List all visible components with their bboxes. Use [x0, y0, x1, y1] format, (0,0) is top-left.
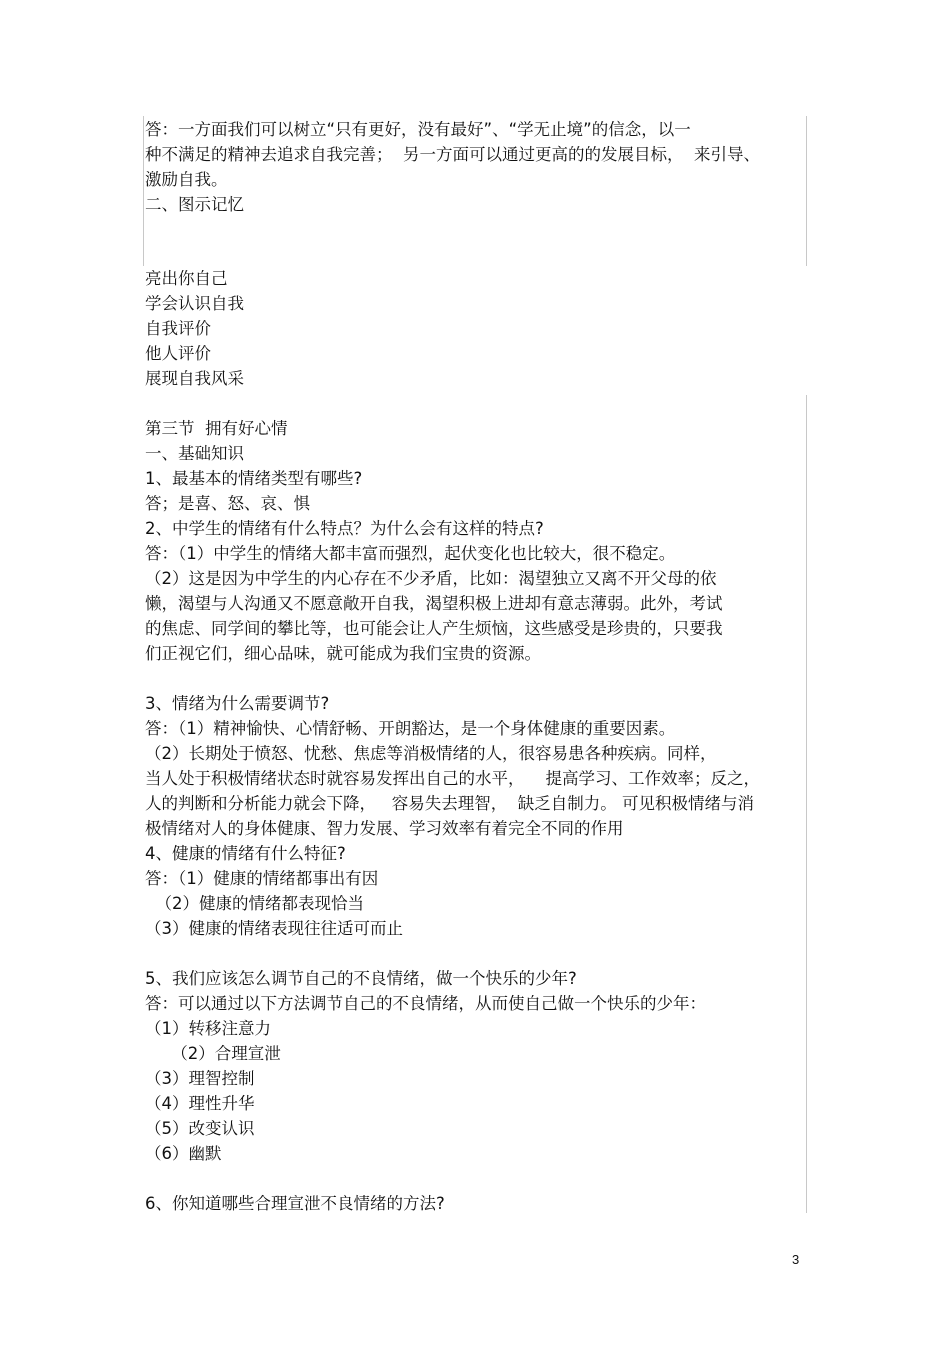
- text-line: 自我评价: [145, 319, 211, 338]
- text-line: 答：（1）健康的情绪都事出有因: [145, 869, 379, 888]
- text-line: 种不满足的精神去追求自我完善； 另一方面可以通过更高的的发展目标， 来引导、: [145, 145, 760, 164]
- right-margin-rule-top: [806, 116, 807, 266]
- text-line: 答：可以通过以下方法调节自己的不良情绪，从而使自己做一个快乐的少年：: [145, 994, 706, 1013]
- text-line: （6）幽默: [145, 1144, 222, 1163]
- text-line: 二、图示记忆: [145, 195, 244, 214]
- text-line: 激励自我。: [145, 170, 228, 189]
- left-margin-rule-top: [143, 116, 144, 266]
- text-line: 展现自我风采: [145, 369, 244, 388]
- text-line: （2）长期处于愤怒、忧愁、焦虑等消极情绪的人，很容易患各种疾病。同样，: [145, 744, 717, 763]
- text-line: （5）改变认识: [145, 1119, 255, 1138]
- text-line: 2、中学生的情绪有什么特点？为什么会有这样的特点?: [145, 519, 544, 538]
- text-line: 他人评价: [145, 344, 211, 363]
- text-line: 1、最基本的情绪类型有哪些?: [145, 469, 363, 488]
- text-line: 当人处于积极情绪状态时就容易发挥出自己的水平， 提高学习、工作效率；反之，: [145, 769, 760, 788]
- text-line: （3）理智控制: [145, 1069, 255, 1088]
- text-line: 亮出你自己: [145, 269, 228, 288]
- text-line: 学会认识自我: [145, 294, 244, 313]
- text-line: 3、情绪为什么需要调节?: [145, 694, 330, 713]
- text-line: 6、你知道哪些合理宣泄不良情绪的方法?: [145, 1194, 445, 1213]
- text-line: 们正视它们，细心品味，就可能成为我们宝贵的资源。: [145, 644, 541, 663]
- text-line: （4）理性升华: [145, 1094, 255, 1113]
- text-line: （2）这是因为中学生的内心存在不少矛盾，比如：渴望独立又离不开父母的依: [145, 569, 717, 588]
- text-line: 答：（1）精神愉快、心情舒畅、开朗豁达，是一个身体健康的重要因素。: [145, 719, 676, 738]
- text-line: 的焦虑、同学间的攀比等，也可能会让人产生烦恼，这些感受是珍贵的，只要我: [145, 619, 723, 638]
- text-line: 4、健康的情绪有什么特征?: [145, 844, 346, 863]
- text-line: 5、我们应该怎么调节自己的不良情绪，做一个快乐的少年?: [145, 969, 577, 988]
- right-margin-rule-bottom: [806, 395, 807, 1213]
- text-line: 答：（1）中学生的情绪大都丰富而强烈，起伏变化也比较大，很不稳定。: [145, 544, 676, 563]
- text-line: 答；是喜、怒、哀、惧: [145, 494, 310, 513]
- text-line: （1）转移注意力: [145, 1019, 271, 1038]
- text-line: 极情绪对人的身体健康、智力发展、学习效率有着完全不同的作用: [145, 819, 624, 838]
- text-line: 懒，渴望与人沟通又不愿意敞开自我，渴望积极上进却有意志薄弱。此外，考试: [145, 594, 723, 613]
- page-number: 3: [792, 1252, 800, 1267]
- text-line: （2）健康的情绪都表现恰当: [145, 894, 364, 913]
- text-line: 答：一方面我们可以树立“只有更好，没有最好”、“学无止境”的信念，以一: [145, 120, 691, 139]
- text-line: （2）合理宣泄: [145, 1044, 281, 1063]
- text-line: （3）健康的情绪表现往往适可而止: [145, 919, 403, 938]
- text-line: 人的判断和分析能力就会下降， 容易失去理智， 缺乏自制力。 可见积极情绪与消: [145, 794, 754, 813]
- text-line: 一、基础知识: [145, 444, 244, 463]
- text-line: 第三节 拥有好心情: [145, 419, 288, 438]
